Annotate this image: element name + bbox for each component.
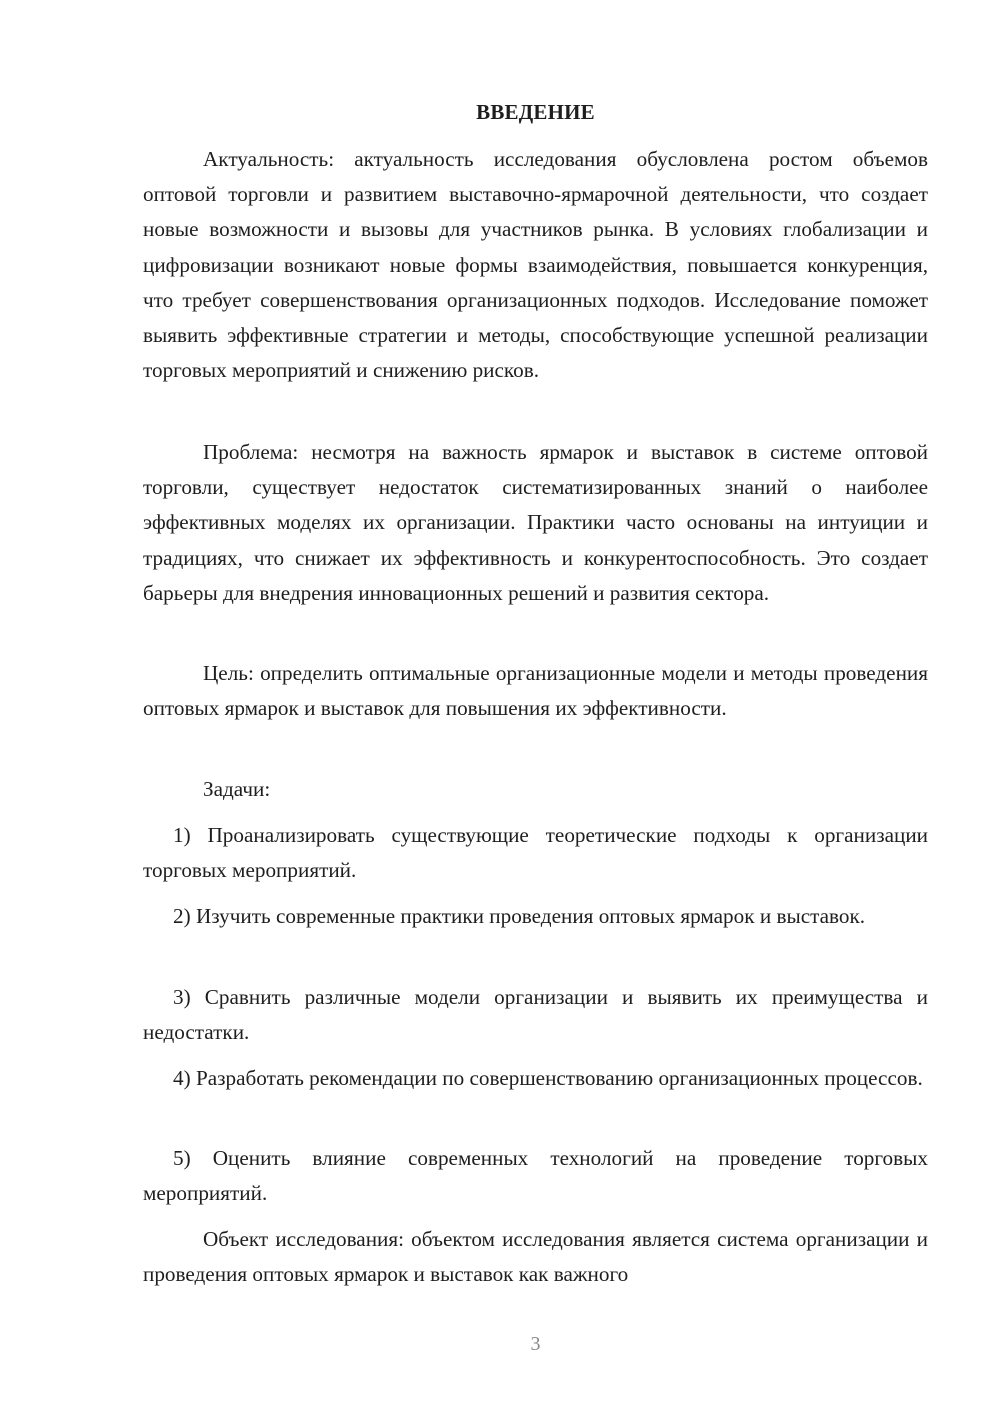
task-item-1: 1) Проанализировать существующие теоретические подходы к организации торговых мероприятий. [143, 823, 928, 883]
relevance-paragraph: Актуальность: актуальность исследования обусловлена ростом объемов оптовой торговли и развитием выставочно-ярмарочной деятельности, что создает новые возможности и вызовы для участников рынка. В условиях глобализации и цифровизации возникают новые формы взаимодействия, повышается конкуренция, что требует совершенствования организационных подходов. Исследование поможет выявить эффективные стратегии и методы, способствующие успешной реализации торговых мероприятий и снижению рисков. [143, 147, 928, 383]
page-title: ВВЕДЕНИЕ [476, 100, 595, 124]
document-page [143, 0, 928, 1414]
goal-paragraph: Цель: определить оптимальные организационные модели и методы проведения оптовых ярмарок и выставок для повышения их эффективности. [143, 661, 928, 721]
task-item-3: 3) Сравнить различные модели организации и выявить их преимущества и недостатки. [143, 985, 928, 1045]
page-number: 3 [530, 1333, 541, 1355]
task-item-2: 2) Изучить современные практики проведения оптовых ярмарок и выставок. [173, 904, 866, 928]
problem-paragraph: Проблема: несмотря на важность ярмарок и выставок в системе оптовой торговли, существует недостаток систематизированных знаний о наиболее эффективных моделях их организации. Практики часто основаны на интуиции и традициях, что снижает их эффективность и конкурентоспособность. Это создает барьеры для внедрения инновационных решений и развития сектора. [143, 440, 928, 605]
tasks-heading: Задачи: [203, 777, 271, 801]
task-item-4: 4) Разработать рекомендации по совершенствованию организационных процессов. [173, 1066, 923, 1090]
object-paragraph: Объект исследования: объектом исследования является система организации и проведения оптовых ярмарок и выставок как важного [143, 1227, 928, 1287]
task-item-5: 5) Оценить влияние современных технологий на проведение торговых мероприятий. [143, 1146, 928, 1206]
